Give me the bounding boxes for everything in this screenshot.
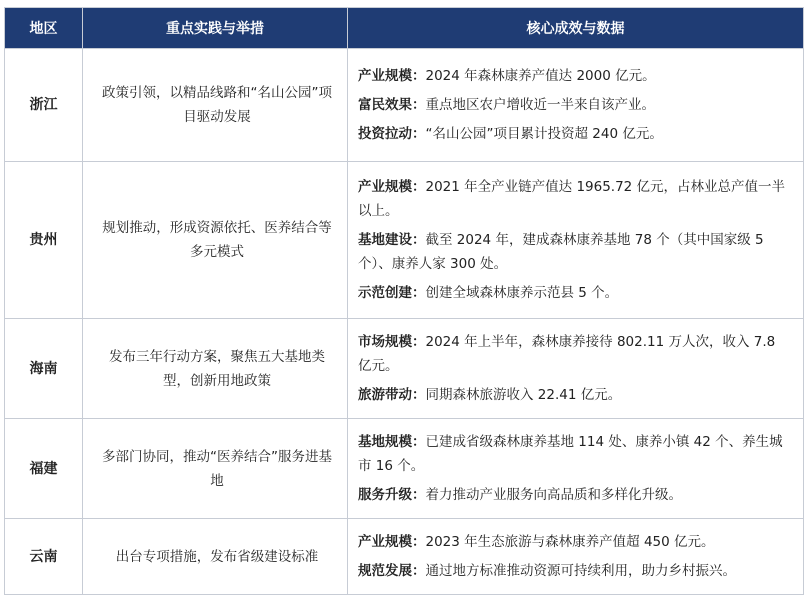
practice-cell: 出台专项措施，发布省级建设标准 (83, 519, 348, 595)
result-label: 市场规模： (358, 334, 426, 350)
practice-cell: 规划推动，形成资源依托、医养结合等多元模式 (83, 162, 348, 319)
result-text: 创建全域森林康养示范县 5 个。 (425, 285, 619, 301)
forest-wellness-table (4, 7, 804, 595)
result-item (358, 330, 793, 378)
region-cell: 海南 (5, 319, 83, 419)
result-text: 2021 年全产业链产值达 1965.72 亿元，占林业总产值一半以上。 (358, 179, 786, 219)
result-text: 2024 年森林康养产值达 2000 亿元。 (425, 68, 656, 84)
practice-cell: 政策引领，以精品线路和“名山公园”项目驱动发展 (83, 49, 348, 162)
result-item (358, 64, 793, 88)
results-cell (348, 419, 804, 519)
header-region: 地区 (5, 8, 83, 49)
header-results: 核心成效与数据 (348, 8, 804, 49)
table-row (5, 419, 804, 519)
practice-cell: 多部门协同，推动“医养结合”服务进基地 (83, 419, 348, 519)
result-text: 着力推动产业服务向高品质和多样化升级。 (425, 487, 682, 503)
result-item (358, 122, 793, 146)
result-item (358, 483, 793, 507)
result-label: 产业规模： (358, 68, 426, 84)
result-item (358, 281, 793, 305)
result-label: 基地规模： (358, 434, 426, 450)
result-label: 规范发展： (358, 563, 426, 579)
result-text: 2024 年上半年，森林康养接待 802.11 万人次，收入 7.8 亿元。 (358, 334, 776, 374)
region-cell: 贵州 (5, 162, 83, 319)
result-text: 同期森林旅游收入 22.41 亿元。 (425, 387, 622, 403)
result-label: 富民效果： (358, 97, 426, 113)
table-header (5, 8, 804, 49)
result-text: 已建成省级森林康养基地 114 处、康养小镇 42 个、养生城市 16 个。 (358, 434, 783, 474)
result-item (358, 430, 793, 478)
result-item (358, 228, 793, 276)
result-item (358, 559, 793, 583)
result-label: 旅游带动： (358, 387, 426, 403)
result-label: 基地建设： (358, 232, 426, 248)
table-body (5, 49, 804, 595)
header-practice: 重点实践与举措 (83, 8, 348, 49)
region-cell: 福建 (5, 419, 83, 519)
result-text: 截至 2024 年，建成森林康养基地 78 个（其中国家级 5 个）、康养人家 300 处。 (358, 232, 764, 272)
table-row (5, 162, 804, 319)
results-cell (348, 49, 804, 162)
region-cell: 浙江 (5, 49, 83, 162)
table-row (5, 519, 804, 595)
result-label: 产业规模： (358, 534, 426, 550)
result-item (358, 175, 793, 223)
result-item (358, 93, 793, 117)
result-text: 2023 年生态旅游与森林康养产值超 450 亿元。 (425, 534, 715, 550)
header-row (5, 8, 804, 49)
result-label: 示范创建： (358, 285, 426, 301)
result-label: 投资拉动： (358, 126, 426, 142)
practice-cell: 发布三年行动方案，聚焦五大基地类型，创新用地政策 (83, 319, 348, 419)
result-text: 通过地方标准推动资源可持续利用，助力乡村振兴。 (425, 563, 736, 579)
region-cell: 云南 (5, 519, 83, 595)
results-cell (348, 162, 804, 319)
results-cell (348, 519, 804, 595)
result-label: 服务升级： (358, 487, 426, 503)
table-row (5, 49, 804, 162)
table-row (5, 319, 804, 419)
results-cell (348, 319, 804, 419)
result-label: 产业规模： (358, 179, 426, 195)
result-text: 重点地区农户增收近一半来自该产业。 (425, 97, 655, 113)
result-item (358, 530, 793, 554)
result-item (358, 383, 793, 407)
result-text: “名山公园”项目累计投资超 240 亿元。 (425, 126, 663, 142)
